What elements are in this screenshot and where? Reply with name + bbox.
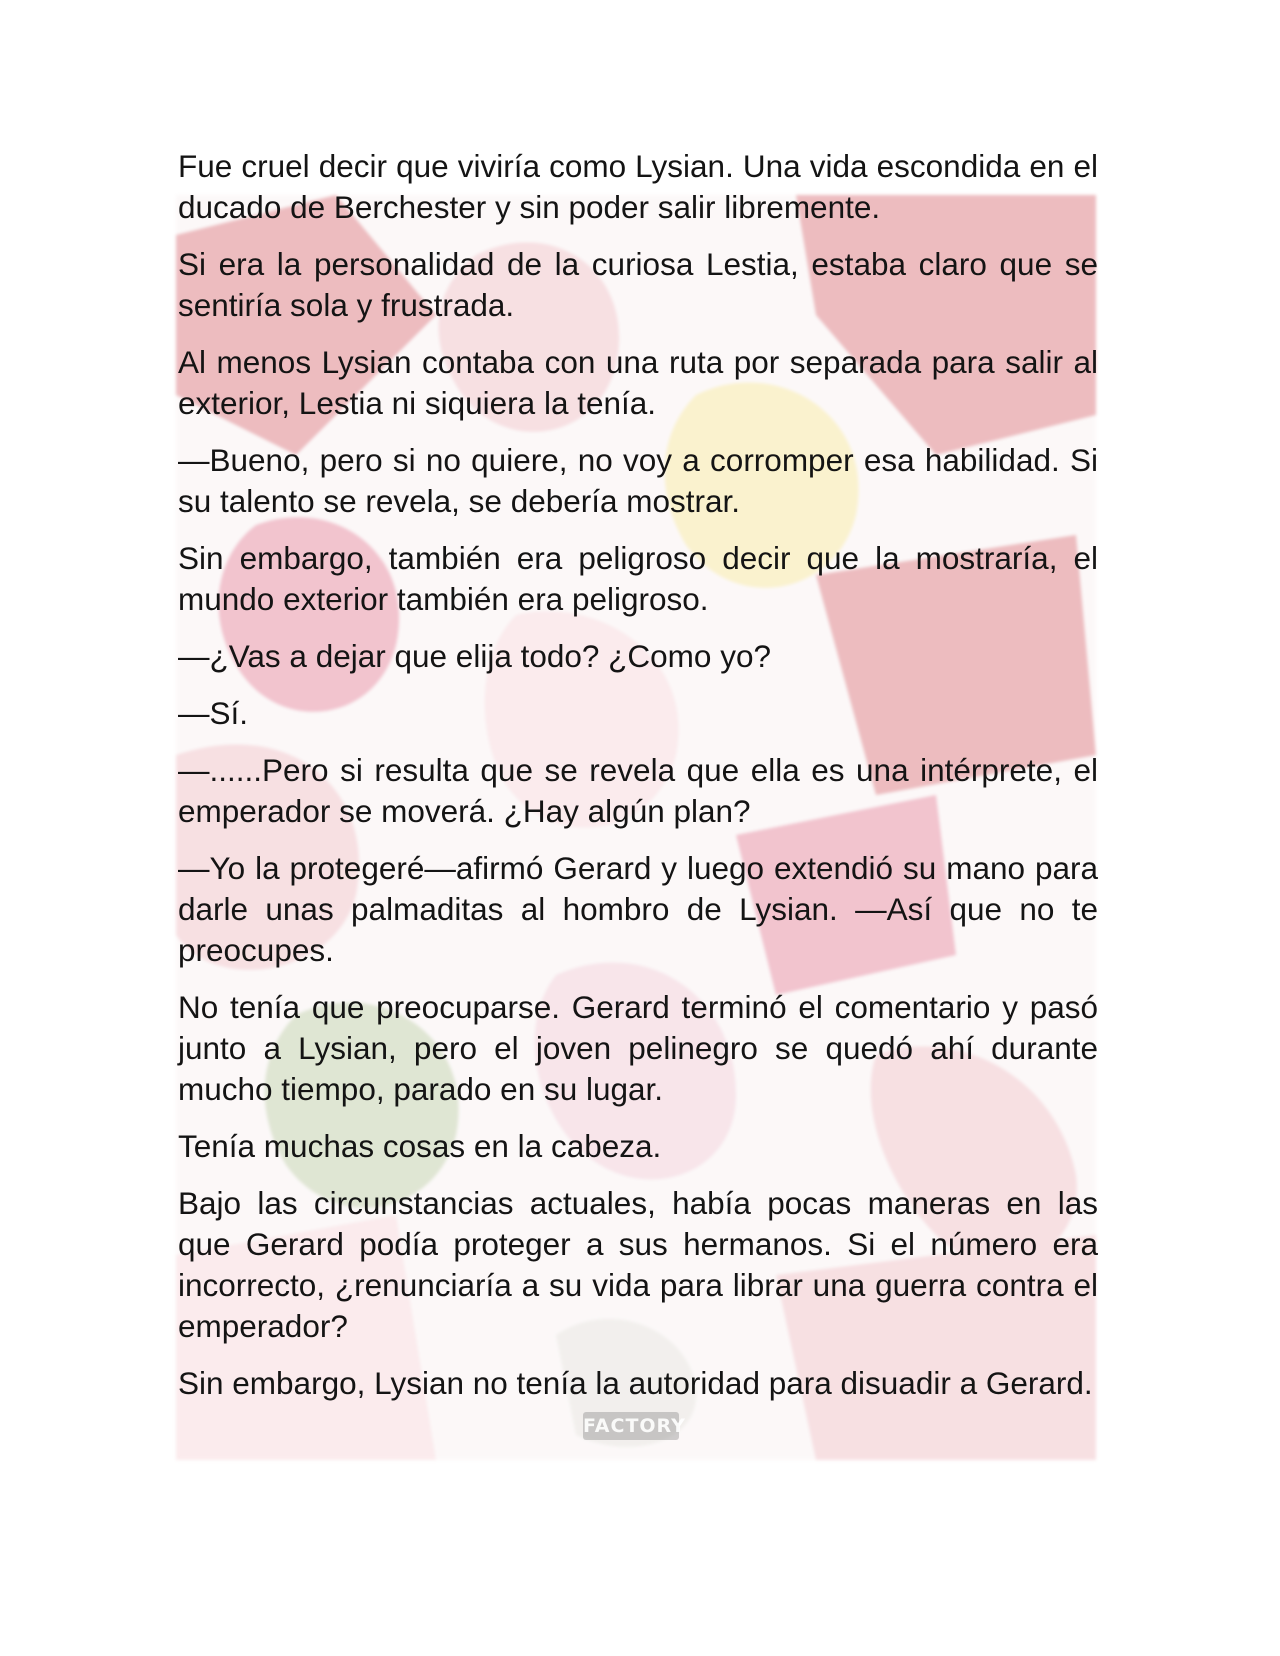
factory-badge: FACTORY — [583, 1412, 679, 1440]
paragraph: Si era la personalidad de la curiosa Lestia, estaba claro que se sentiría sola y frustrada. — [178, 246, 1098, 323]
paragraph: Fue cruel decir que viviría como Lysian. Una vida escondida en el ducado de Berchester y sin poder salir libremente. — [178, 148, 1098, 225]
paragraph: Bajo las circunstancias actuales, había pocas maneras en las que Gerard podía proteger a sus hermanos. Si el número era incorrecto, ¿renunciaría a su vida para librar una guerra contra el emperador? — [178, 1185, 1098, 1344]
paragraph: —Bueno, pero si no quiere, no voy a corromper esa habilidad. Si su talento se revela, se debería mostrar. — [178, 442, 1098, 519]
paragraph: Tenía muchas cosas en la cabeza. — [178, 1128, 662, 1164]
paragraph: Sin embargo, también era peligroso decir que la mostraría, el mundo exterior también era peligroso. — [178, 540, 1098, 617]
paragraph: Al menos Lysian contaba con una ruta por separada para salir al exterior, Lestia ni siquiera la tenía. — [178, 344, 1098, 421]
paragraph: Sin embargo, Lysian no tenía la autoridad para disuadir a Gerard. — [178, 1365, 1093, 1401]
paragraph: —¿Vas a dejar que elija todo? ¿Como yo? — [178, 638, 771, 674]
paragraph: No tenía que preocuparse. Gerard terminó el comentario y pasó junto a Lysian, pero el joven pelinegro se quedó ahí durante mucho tiempo, parado en su lugar. — [178, 989, 1098, 1107]
document-body — [178, 146, 1098, 1420]
paragraph: —Sí. — [178, 695, 249, 731]
paragraph: —......Pero si resulta que se revela que ella es una intérprete, el emperador se moverá. ¿Hay algún plan? — [178, 752, 1098, 829]
paragraph: —Yo la protegeré—afirmó Gerard y luego extendió su mano para darle unas palmaditas al hombro de Lysian. —Así que no te preocupes. — [178, 850, 1098, 968]
